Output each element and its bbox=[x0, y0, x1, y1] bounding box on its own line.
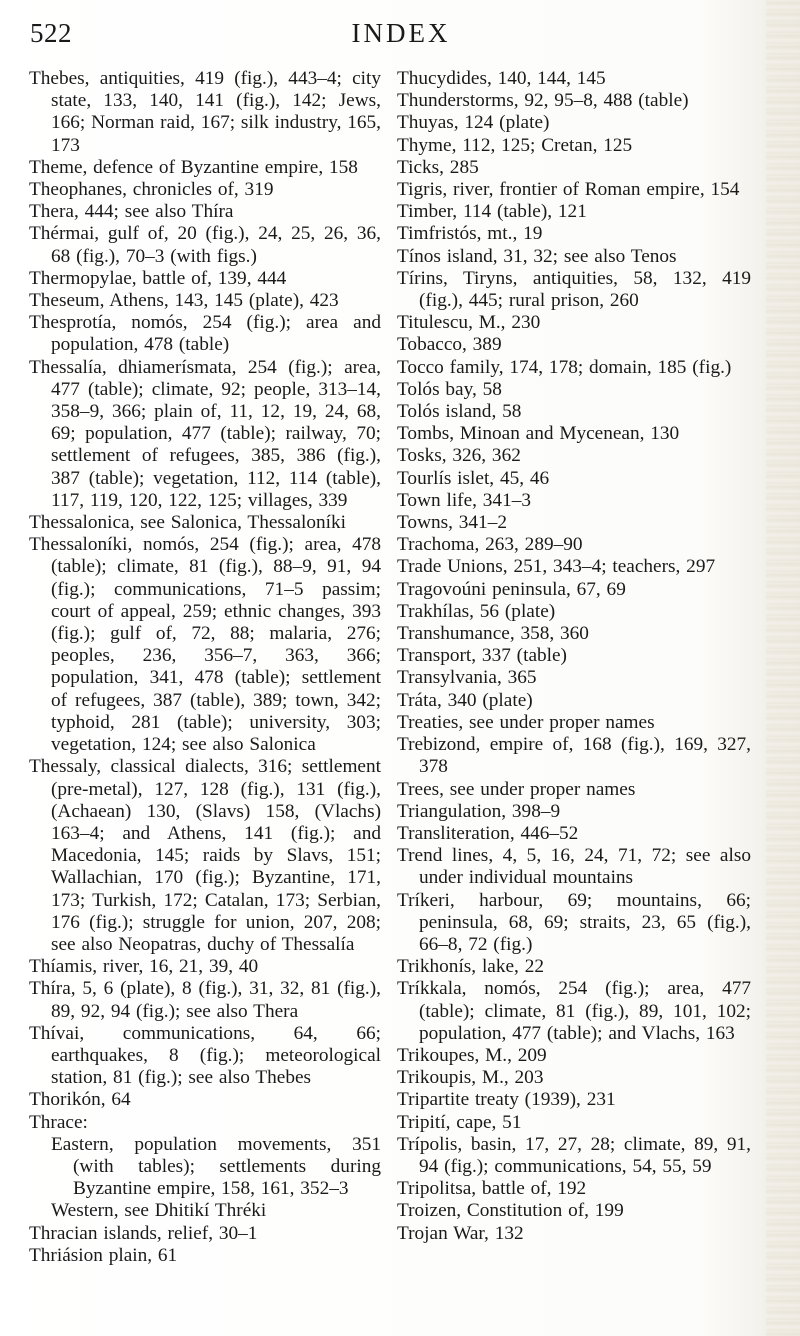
index-entry: Tragovoúni peninsula, 67, 69 bbox=[397, 578, 626, 600]
index-entry: Thera, 444; see also Thíra bbox=[29, 201, 234, 223]
index-entry: Tobacco, 389 bbox=[397, 334, 502, 356]
index-entry: Tombs, Minoan and Mycenean, 130 bbox=[397, 423, 680, 445]
index-entry: Ticks, 285 bbox=[397, 156, 479, 178]
index-entry: Trojan War, 132 bbox=[397, 1222, 524, 1244]
index-entry: Thessalonica, see Salonica, Thessaloníki bbox=[29, 512, 346, 534]
index-entry: Trend lines, 4, 5, 16, 24, 71, 72; see also under individual mountains bbox=[397, 845, 751, 889]
index-entry: Tírins, Tiryns, antiquities, 58, 132, 419 (fig.), 445; rural prison, 260 bbox=[397, 267, 751, 312]
index-entry: Trees, see under proper names bbox=[397, 778, 636, 800]
index-entry: Trebizond, empire of, 168 (fig.), 169, 327, 378 bbox=[397, 734, 751, 778]
index-entry: Thorikón, 64 bbox=[29, 1089, 131, 1111]
index-entry: Thíamis, river, 16, 21, 39, 40 bbox=[29, 956, 259, 978]
index-entry: Tráta, 340 (plate) bbox=[397, 689, 533, 711]
index-entry: Thérmai, gulf of, 20 (fig.), 24, 25, 26, 36, 68 (fig.), 70–3 (with figs.) bbox=[29, 223, 381, 267]
index-entry: Theseum, Athens, 143, 145 (plate), 423 bbox=[29, 290, 339, 312]
index-entry: Thívai, communications, 64, 66; earthquakes, 8 (fig.); meteorological station, 81 (fig.); see also Thebes bbox=[29, 1022, 381, 1089]
index-entry: Trachoma, 263, 289–90 bbox=[397, 534, 583, 556]
index-entry: Transport, 337 (table) bbox=[397, 645, 567, 667]
index-entry: Transylvania, 365 bbox=[397, 667, 537, 689]
index-entry: Titulescu, M., 230 bbox=[397, 312, 541, 334]
index-entry: Tripartite treaty (1939), 231 bbox=[397, 1089, 616, 1111]
index-entry: Tripolitsa, battle of, 192 bbox=[397, 1178, 587, 1200]
index-entry: Thebes, antiquities, 419 (fig.), 443–4; city state, 133, 140, 141 (fig.), 142; Jews, 166; Norman raid, 167; silk industry, 165, 173 bbox=[29, 68, 381, 156]
running-head: INDEX bbox=[351, 18, 451, 48]
index-entry: Trípolis, basin, 17, 27, 28; climate, 89, 91, 94 (fig.); communications, 54, 55, 59 bbox=[397, 1133, 751, 1177]
index-entry: Tigris, river, frontier of Roman empire, 154 bbox=[397, 179, 740, 201]
index-entry: Transliteration, 446–52 bbox=[397, 822, 579, 844]
index-entry: Tolós bay, 58 bbox=[397, 378, 502, 400]
index-entry: Transhumance, 358, 360 bbox=[397, 623, 589, 645]
index-entry: Thucydides, 140, 144, 145 bbox=[397, 68, 606, 89]
index-entry: Tríkkala, nomós, 254 (fig.); area, 477 (table); climate, 81 (fig.), 89, 101, 102; population, 477 (table); and Vlachs, 163 bbox=[397, 978, 751, 1044]
index-entry: Tripití, cape, 51 bbox=[397, 1111, 522, 1133]
index-entry: Trikoupis, M., 203 bbox=[397, 1067, 544, 1089]
index-entry: Thessaloníki, nomós, 254 (fig.); area, 478 (table); climate, 81 (fig.), 88–9, 91, 94 (fig.); communications, 71–5 passim; court of appeal, 259; ethnic changes, 393 (fig.); gulf of, 72, 88; malaria, 276; peoples, 236, 356–7, 363, 366; population, 341, 478 (table); settlement of refugees, 387 (table), 389; town, 342; typhoid, 281 (table); university, 303; vegetation, 124; see also Salonica bbox=[29, 534, 381, 756]
index-entry: Tocco family, 174, 178; domain, 185 (fig.) bbox=[397, 356, 732, 378]
index-entry: Thesprotía, nomós, 254 (fig.); area and population, 478 (table) bbox=[29, 312, 381, 356]
index-entry: Thuyas, 124 (plate) bbox=[397, 112, 550, 134]
index-entry: Thessaly, classical dialects, 316; settlement (pre-metal), 127, 128 (fig.), 131 (fig.), (Achaean) 130, (Slavs) 158, (Vlachs) 163–4; and Athens, 141 (fig.); and Macedonia, 145; raids by Slavs, 151; Wallachian, 170 (fig.); Byzantine, 171, 173; Turkish, 172; Catalan, 173; Serbian, 176 (fig.); struggle for union, 207, 208; see also Neopatras, duchy of Thessalía bbox=[29, 756, 381, 955]
index-entry: Trikhonís, lake, 22 bbox=[397, 956, 544, 978]
index-entry: Timber, 114 (table), 121 bbox=[397, 201, 587, 223]
index-entry: Eastern, population movements, 351 (with tables); settlements during Byzantine empire, 158, 161, 352–3 bbox=[51, 1133, 381, 1200]
index-entry: Thriásion plain, 61 bbox=[29, 1244, 178, 1266]
index-entry: Thessalía, dhiamerísmata, 254 (fig.); area, 477 (table); climate, 92; people, 313–14, 358–9, 366; plain of, 11, 12, 19, 24, 68, 69; population, 477 (table); railway, 70; settlement of refugees, 385, 386 (fig.), 387 (table); vegetation, 112, 114 (table), 117, 119, 120, 122, 125; villages, 339 bbox=[29, 356, 381, 511]
index-entry: Trade Unions, 251, 343–4; teachers, 297 bbox=[397, 556, 716, 578]
page-number: 522 bbox=[30, 18, 72, 48]
page-edge-shadow bbox=[766, 0, 800, 1336]
index-entry: Tínos island, 31, 32; see also Tenos bbox=[397, 245, 677, 267]
index-entry: Theophanes, chronicles of, 319 bbox=[29, 179, 274, 201]
index-entry: Thunderstorms, 92, 95–8, 488 (table) bbox=[397, 90, 689, 112]
index-entry: Tosks, 326, 362 bbox=[397, 445, 521, 467]
index-entry: Thíra, 5, 6 (plate), 8 (fig.), 31, 32, 81 (fig.), 89, 92, 94 (fig.); see also Thera bbox=[29, 978, 381, 1022]
index-entry: Tourlís islet, 45, 46 bbox=[397, 467, 550, 489]
index-column-left bbox=[29, 68, 381, 1267]
index-entry: Treaties, see under proper names bbox=[397, 711, 655, 733]
index-entry: Thrace: bbox=[29, 1111, 88, 1133]
index-entry: Town life, 341–3 bbox=[397, 489, 531, 511]
index-entry: Thermopylae, battle of, 139, 444 bbox=[29, 267, 287, 289]
index-entry: Triangulation, 398–9 bbox=[397, 800, 561, 822]
index-entry: Towns, 341–2 bbox=[397, 512, 507, 534]
index-entry: Theme, defence of Byzantine empire, 158 bbox=[29, 156, 358, 178]
index-entry: Western, see Dhitikí Thréki bbox=[51, 1200, 267, 1222]
index-entry: Tríkeri, harbour, 69; mountains, 66; peninsula, 68, 69; straits, 23, 65 (fig.), 66–8, 72 (fig.) bbox=[397, 889, 751, 955]
index-entry: Thracian islands, relief, 30–1 bbox=[29, 1222, 258, 1244]
index-entry: Trakhílas, 56 (plate) bbox=[397, 600, 556, 622]
index-entry: Tolós island, 58 bbox=[397, 401, 522, 423]
index-entry: Trikoupes, M., 209 bbox=[397, 1044, 547, 1066]
index-entry: Timfristós, mt., 19 bbox=[397, 223, 543, 245]
index-column-right bbox=[397, 68, 751, 1245]
index-entry: Troizen, Constitution of, 199 bbox=[397, 1200, 624, 1222]
index-entry: Thyme, 112, 125; Cretan, 125 bbox=[397, 134, 633, 156]
page-header bbox=[26, 14, 746, 54]
